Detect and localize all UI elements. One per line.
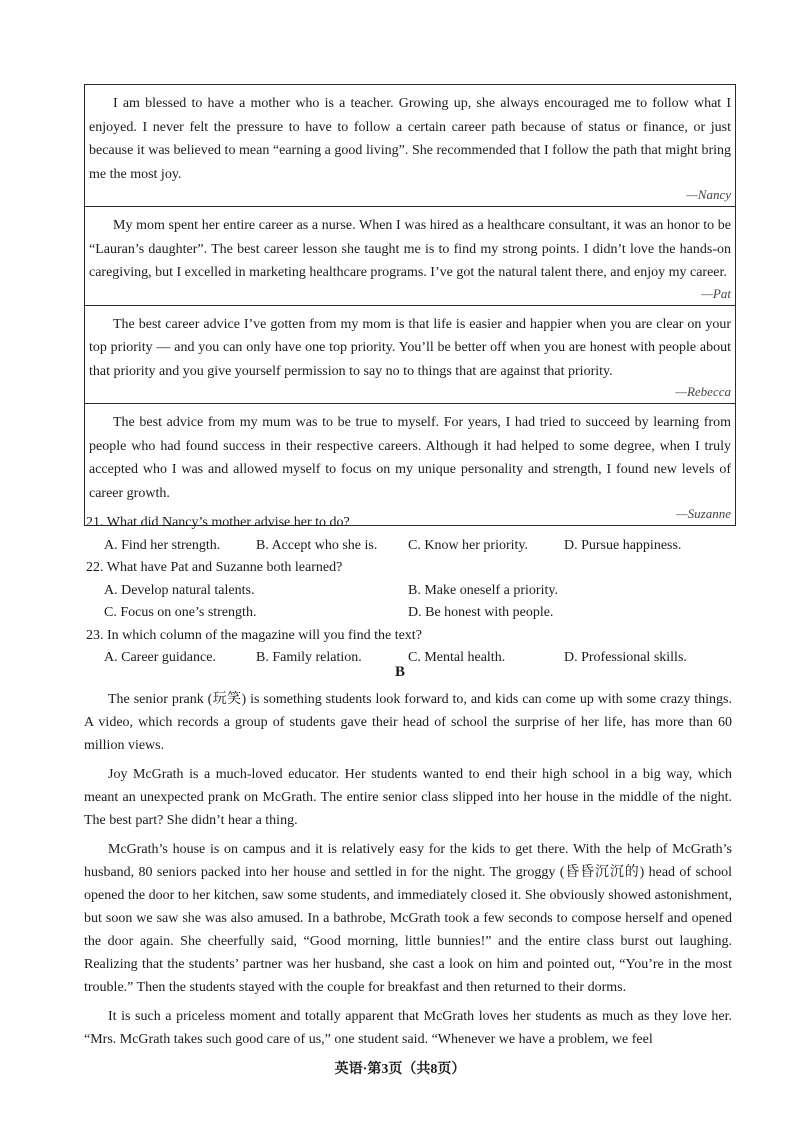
question-list <box>86 512 746 670</box>
testimonial-signature: —Pat <box>701 285 731 301</box>
option-d: D. Pursue happiness. <box>564 537 682 553</box>
testimonial-box <box>84 84 736 526</box>
option-c: C. Mental health. <box>408 650 506 665</box>
option-d: D. Professional skills. <box>564 650 687 665</box>
passage-paragraph: McGrath’s house is on campus and it is relatively easy for the kids to get there. With the help of McGrath’s husband, 80 seniors packed into her house and settled in for the night. The groggy (昏昏沉沉的) head of school opened the door to her kitchen, saw some students, and immediately closed it. She obviously showed astonishment, but soon we saw she was also amused. In a bathrobe, McGrath took a few seconds to compose herself and opened the door again. She cheerfully said, “Good morning, little bunnies!” and the entire class burst out laughing. Realizing that the students’ partner was her husband, she cast a look on him and pointed out, “You’re in the most trouble.” Then the students stayed with the couple for breakfast and then returned to their dorms. <box>84 842 732 995</box>
testimonial-text: I am blessed to have a mother who is a teacher. Growing up, she always encouraged me to follow what I enjoyed. I never felt the pressure to have to follow a certain career path because of status or finance, or just because it was believed to mean “earning a good living”. She recommended that I follow the path that might bring me the most joy. <box>89 96 731 182</box>
option-b: B. Make oneself a priority. <box>408 582 558 598</box>
question-22-stem: 22. What have Pat and Suzanne both learned? <box>86 560 343 575</box>
testimonial-text: The best advice from my mum was to be true to myself. For years, I had tried to succeed by learning from people who had found success in their respective careers. Although it had helped to some degree, when I truly accepted who I was and allowed myself to focus on my unique personality and strength, I found new levels of career growth. <box>89 415 731 501</box>
testimonial-text: My mom spent her entire career as a nurse. When I was hired as a healthcare consultant, it was an honor to be “Lauran’s daughter”. The best career lesson she taught me is to find my strong points. I didn’t love the hands-on caregiving, but I excelled in marketing healthcare programs. I’ve got the natural talent there, and enjoy my career. <box>89 218 731 280</box>
page-footer: 英语·第3页（共8页） <box>334 1062 466 1077</box>
section-heading: B <box>394 664 405 680</box>
option-a: A. Develop natural talents. <box>104 582 255 598</box>
option-c: C. Know her priority. <box>408 537 529 553</box>
testimonial-signature: —Suzanne <box>676 506 731 521</box>
testimonial-text: The best career advice I’ve gotten from my mom is that life is easier and happier when you are clear on your top priority — and you can only have one top priority. You’ll be better off when you are honest with people about that priority and you give yourself permission to say no to things that are against that priority. <box>89 316 731 379</box>
question-23-stem: 23. In which column of the magazine will you find the text? <box>86 627 422 643</box>
passage-paragraph: The senior prank (玩笑) is something students look forward to, and kids can come up with some crazy things. A video, which records a group of students gave their head of school the surprise of her life, has more than 60 million views. <box>84 692 732 753</box>
testimonial-suzanne <box>85 404 735 525</box>
option-d: D. Be honest with people. <box>408 605 554 620</box>
testimonial-signature: —Rebecca <box>675 384 731 399</box>
passage-paragraph: It is such a priceless moment and totally apparent that McGrath loves her students as much as they love her. “Mrs. McGrath takes such good care of us,” one student said. “Whenever we have a problem, we feel <box>84 1009 732 1047</box>
reading-passage <box>84 688 732 1057</box>
option-c: C. Focus on one’s strength. <box>104 605 257 620</box>
testimonial-signature: —Nancy <box>686 187 731 202</box>
testimonial-rebecca <box>85 306 735 405</box>
question-21-options <box>86 535 746 558</box>
option-b: B. Accept who she is. <box>256 537 378 553</box>
option-b: B. Family relation. <box>256 650 362 665</box>
question-21-stem: 21. What did Nancy’s mother advise her to do? <box>86 515 350 530</box>
passage-paragraph: Joy McGrath is a much-loved educator. Her students wanted to end their high school in a big way, which meant an unexpected prank on McGrath. The entire senior class slipped into her house in the middle of the night. The best part? She didn’t hear a thing. <box>84 767 732 828</box>
option-a: A. Career guidance. <box>104 650 216 665</box>
question-22-options-row2 <box>86 602 746 625</box>
testimonial-nancy <box>85 85 735 207</box>
testimonial-pat <box>85 207 735 306</box>
question-22-options-row1 <box>86 580 746 603</box>
option-a: A. Find her strength. <box>104 537 221 553</box>
